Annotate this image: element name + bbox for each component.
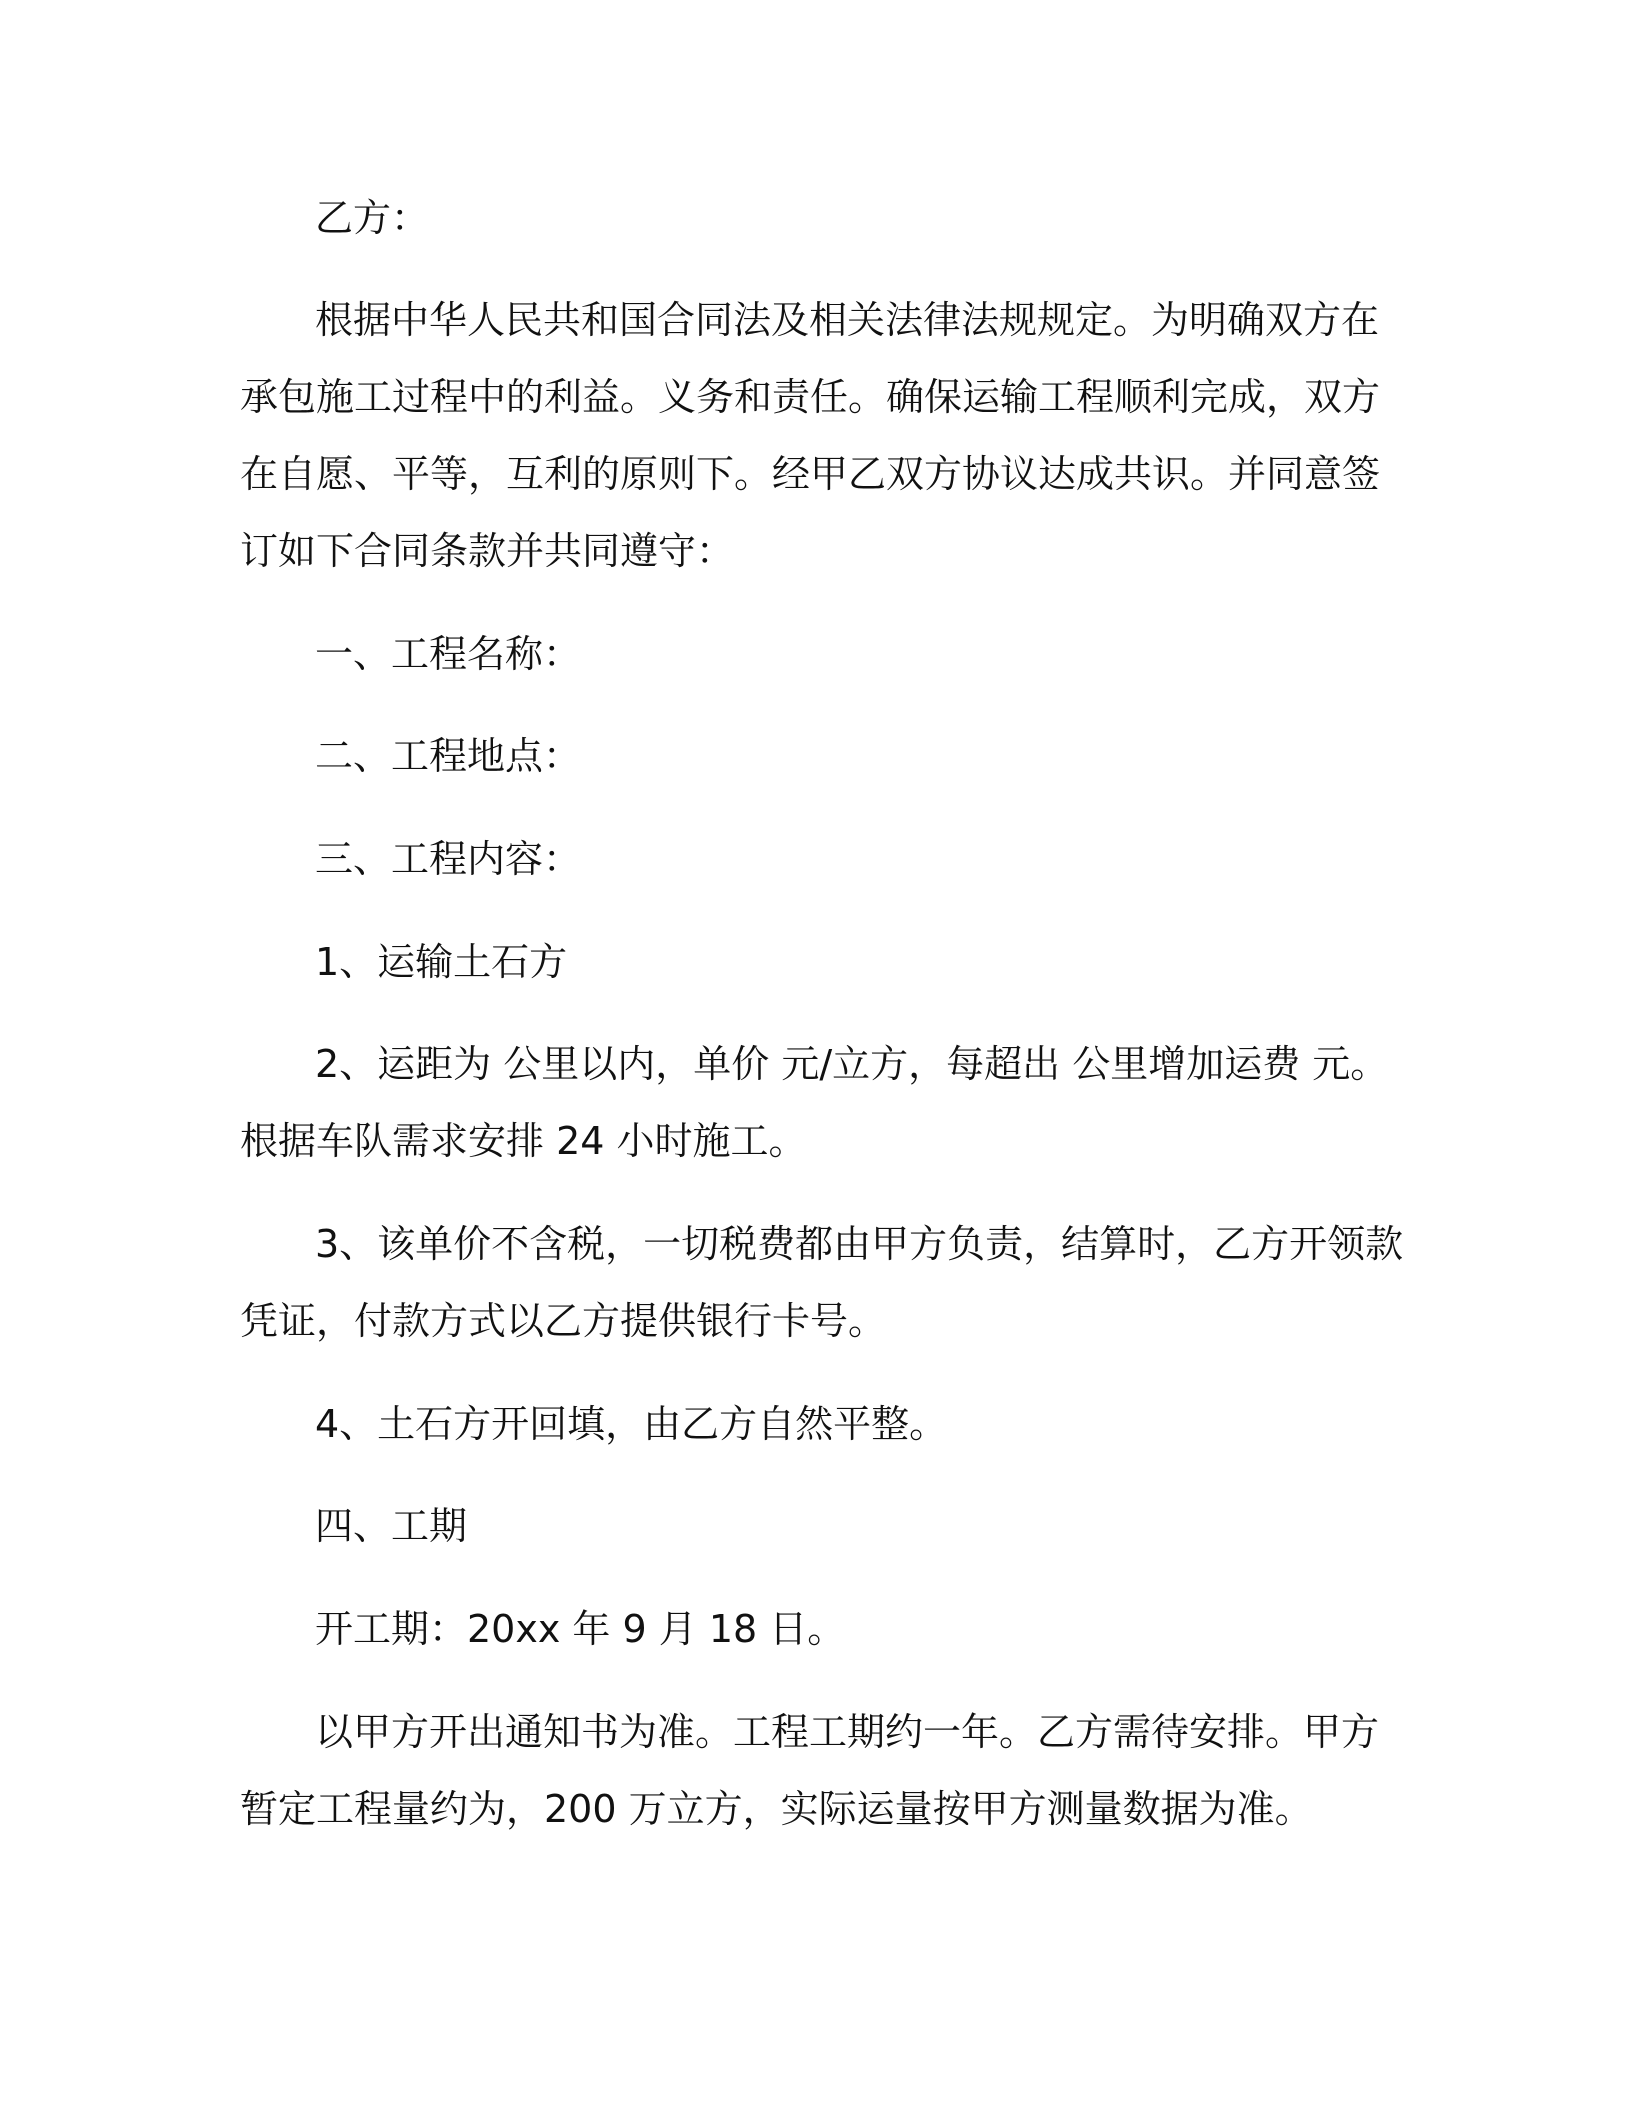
paragraph-line: 在自愿、平等，互利的原则下。经甲乙双方协议达成共识。并同意签: [240, 452, 1381, 496]
start-date-line: 开工期：20xx 年 9 月 18 日。: [315, 1607, 846, 1651]
paragraph-line: 暂定工程量约为，200 万立方，实际运量按甲方测量数据为准。: [240, 1787, 1313, 1831]
list-item: 3、该单价不含税，一切税费都由甲方负责，结算时，乙方开领款: [315, 1222, 1404, 1266]
section-heading: 三、工程内容：: [315, 837, 582, 881]
list-item-continuation: 凭证，付款方式以乙方提供银行卡号。: [240, 1299, 887, 1343]
paragraph-line: 以甲方开出通知书为准。工程工期约一年。乙方需待安排。甲方: [315, 1710, 1380, 1754]
list-item-continuation: 根据车队需求安排 24 小时施工。: [240, 1119, 807, 1163]
section-heading: 二、工程地点：: [315, 734, 582, 778]
list-item: 1、运输土石方: [315, 940, 568, 984]
paragraph-line: 订如下合同条款并共同遵守：: [240, 529, 735, 573]
section-heading: 一、工程名称：: [315, 632, 582, 676]
list-item: 2、运距为 公里以内，单价 元/立方，每超出 公里增加运费 元。: [315, 1042, 1389, 1086]
section-heading: 四、工期: [315, 1504, 468, 1548]
paragraph-line: 根据中华人民共和国合同法及相关法律法规规定。为明确双方在: [315, 298, 1380, 342]
paragraph-line: 承包施工过程中的利益。义务和责任。确保运输工程顺利完成，双方: [240, 375, 1381, 419]
party-b-line: 乙方：: [315, 196, 430, 240]
list-item: 4、土石方开回填，由乙方自然平整。: [315, 1402, 948, 1446]
